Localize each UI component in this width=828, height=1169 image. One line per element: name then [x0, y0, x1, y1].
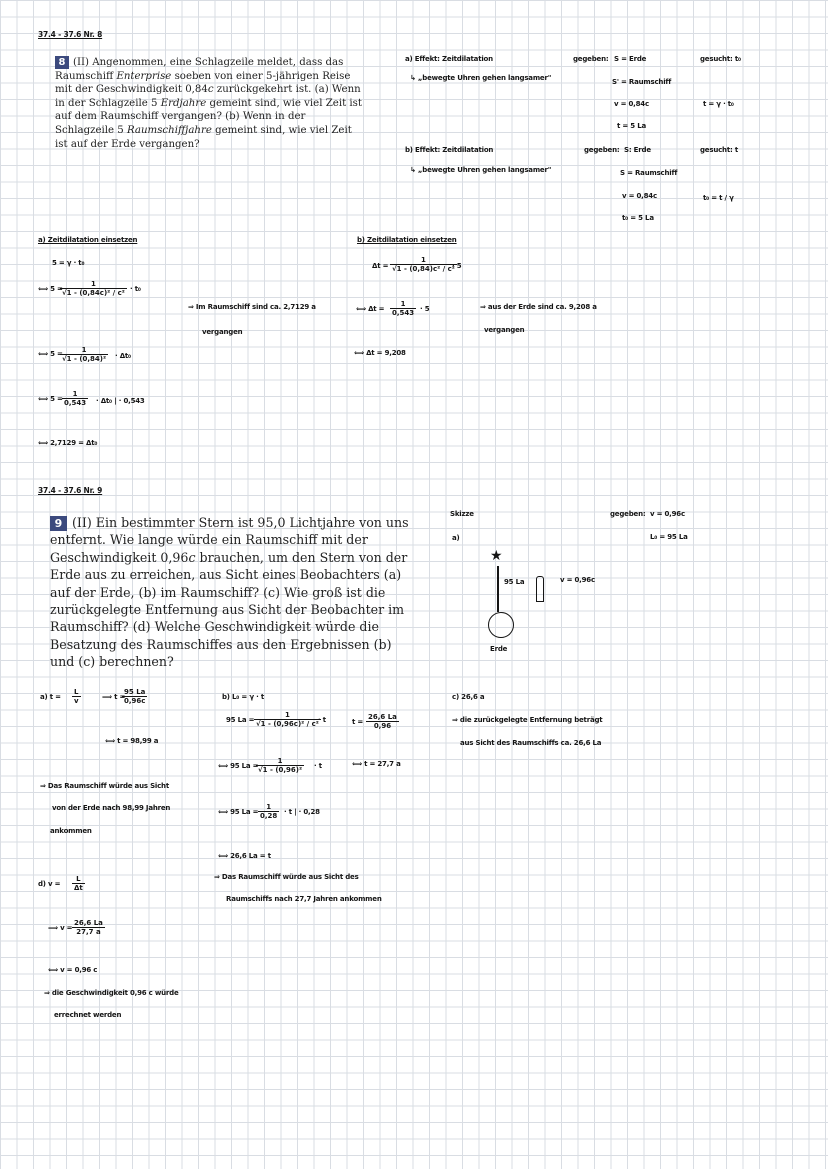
ex8-notes-b-arrow: ↳ „bewegte Uhren gehen langsamer"	[410, 166, 552, 174]
ex8-b-line1-fraction	[390, 256, 457, 273]
ex9-d-line2-den: 27,7 a	[76, 928, 101, 936]
ex8-a-line4-num: 1	[62, 390, 88, 399]
ex8-notes-a-gesucht: gesucht: t₀	[700, 55, 741, 63]
ex9-b-line2-den: √1 - (0,96c)² / c²	[256, 720, 319, 728]
distance-line	[497, 566, 499, 612]
ex9-d-line1-num: L	[72, 875, 85, 884]
ex8-a-line5: ⟺ 2,7129 = Δt₀	[38, 439, 98, 447]
ex8-a-title: a) Zeitdilatation einsetzen	[38, 236, 138, 244]
ex9-sketch-distance: 95 La	[504, 578, 525, 586]
ex9-b-result2: Raumschiffs nach 27,7 Jahren ankommen	[226, 895, 382, 903]
ex8-notes-a-gegeben: gegeben:	[573, 55, 609, 63]
ex8-text-mid3: gemeint sind, wie viel Zeit ist auf dem Raumschiff vergangen? (b) Wenn in der Schlagzeile 5	[55, 97, 362, 136]
ex8-a-line3-num: 1	[60, 346, 108, 355]
ex9-d-line1-pre: d) v =	[38, 880, 61, 888]
ex8-text-erdjahre: Erdjahre	[160, 97, 207, 109]
ex8-text-c: c	[207, 84, 214, 96]
ex9-text2: brauchen, um den Stern von der Erde aus zu erreichen, aus Sicht eines Beobachters (a) auf der Erde, (b) im Raumschiff? (c) Wie groß ist die zurückgelegte Entfernung aus Sicht der Beobachter im Raumschiff? (d) Welche Geschwindigkeit würde die Besatzung des Raumschiffes aus den Ergebnissen (b) und (c) berechnen?	[50, 549, 408, 670]
ex8-text-intro: (II) Angenommen, eine Schlagzeile meldet, dass das Raumschiff	[55, 57, 344, 82]
ex9-text-c: c	[188, 549, 196, 565]
ex9-a-line2-num: 95 La	[122, 688, 147, 697]
ex9-b-line2-pre: 95 La =	[226, 716, 255, 724]
ex8-b-line2-fraction	[390, 300, 416, 317]
ex8-notes-b-g4: t₀ = 5 La	[622, 214, 654, 222]
ex9-b-line2-post: · t	[318, 716, 326, 724]
ex8-b-line2-pre: ⟺ Δt =	[356, 305, 385, 313]
ex9-a-line1-den: v	[74, 697, 79, 705]
ex8-text-raumschiffjahre: Raumschiffjahre	[127, 124, 212, 136]
ex8-b-line1-pre: Δt =	[372, 262, 389, 270]
ex8-notes-a-g3: v = 0,84c	[614, 100, 649, 108]
ex8-b-line2-post: · 5	[420, 305, 430, 313]
star-icon: ★	[490, 548, 503, 564]
ex8-text-mid2: zurückgekehrt ist. (a) Wenn in der Schlagzeile 5	[55, 84, 361, 109]
ex9-b-line3-den: √1 - (0,96)²	[258, 766, 303, 774]
ex9-a-line2-pre: ⟹ t =	[102, 693, 126, 701]
ex8-number-badge: 8	[55, 56, 69, 69]
ex9-b-line1: b) L₀ = γ · t	[222, 693, 264, 701]
ex9-sketch-earth: Erde	[490, 645, 508, 653]
ex8-a-line4-fraction	[62, 390, 88, 407]
ex9-d-line2-fraction	[72, 919, 105, 936]
ex9-problem-text	[50, 514, 414, 671]
ex8-a-line3-den: √1 - (0,84)²	[62, 355, 107, 363]
ex9-b-side-den: 0,96	[373, 722, 392, 730]
ex9-b-line2-fraction	[254, 711, 321, 728]
ex9-d-line1-fraction	[72, 875, 85, 892]
ex8-a-line2-pre: ⟺ 5 =	[38, 285, 63, 293]
ex8-notes-b-title: b) Effekt: Zeitdilatation	[405, 146, 494, 154]
ex9-a-line1-fraction	[72, 688, 81, 705]
ex8-b-line2-den: 0,543	[392, 309, 415, 317]
ex8-a-line3-pre: ⟺ 5 =	[38, 350, 63, 358]
ex9-b-line4-num: 1	[258, 803, 279, 812]
ex9-d-line1-den: Δt	[74, 884, 83, 892]
ex8-problem-text	[55, 56, 362, 151]
ex9-b-line3-fraction	[256, 757, 304, 774]
ex9-a-result1: ⇒ Das Raumschiff würde aus Sicht	[40, 782, 169, 790]
ex9-b-line5: ⟺ 26,6 La = t	[218, 852, 271, 860]
ex8-notes-b-gesucht: gesucht: t	[700, 146, 738, 154]
ex9-gegeben-l: L₀ = 95 La	[650, 533, 688, 541]
ex9-a-result3: ankommen	[50, 827, 92, 835]
ex8-notes-a-gesucht-formula: t = γ · t₀	[703, 100, 734, 108]
ex9-d-line2-num: 26,6 La	[74, 919, 103, 927]
ex9-sketch-a: a)	[452, 534, 460, 542]
ex9-d-result1: ⇒ die Geschwindigkeit 0,96 c würde	[44, 989, 179, 997]
ex8-b-result2: vergangen	[484, 326, 525, 334]
ex9-a-result2: von der Erde nach 98,99 Jahren	[52, 804, 171, 812]
ex9-b-line3-num: 1	[256, 757, 304, 766]
ex9-a-line2-fraction	[122, 688, 147, 705]
ex8-a-line2-post: · t₀	[130, 285, 141, 293]
ex8-b-line2-num: 1	[390, 300, 416, 309]
ex8-b-result1: ⇒ aus der Erde sind ca. 9,208 a	[480, 303, 597, 311]
ex8-a-line3-post: · Δt₀	[115, 352, 131, 360]
ex8-notes-a-title: a) Effekt: Zeitdilatation	[405, 55, 493, 63]
ex9-a-line1-num: L	[72, 688, 81, 697]
ex9-c-line1: c) 26,6 a	[452, 693, 485, 701]
ex8-a-line3-fraction	[60, 346, 108, 363]
ex8-b-line1-post: · 5	[452, 262, 462, 270]
ex9-d-result2: errechnet werden	[54, 1011, 122, 1019]
ex8-text-end: gemeint sind, wie viel Zeit ist auf der Erde vergangen?	[55, 124, 352, 150]
ex9-b-result1: ⇒ Das Raumschiff würde aus Sicht des	[214, 873, 359, 881]
ex9-b-side-result: ⟺ t = 27,7 a	[352, 760, 401, 768]
ex9-b-line3-post: · t	[314, 762, 322, 770]
ex8-a-line4-pre: ⟺ 5 =	[38, 395, 63, 403]
ex8-text-mid1: soeben von einer 5-jährigen Reise mit der Geschwindigkeit 0,84	[55, 70, 351, 96]
ex9-b-line2-num: 1	[254, 711, 321, 720]
ex8-a-line2-fraction	[60, 280, 127, 297]
rocket-icon	[536, 576, 544, 602]
ex9-sketch-label: Skizze	[450, 510, 474, 518]
ex8-a-line4-den: 0,543	[64, 399, 87, 407]
ex8-notes-b-gesucht-formula: t₀ = t / γ	[703, 194, 734, 202]
ex9-b-line3-pre: ⟺ 95 La =	[218, 762, 259, 770]
ex8-a-result1: ⇒ Im Raumschiff sind ca. 2,7129 a	[188, 303, 316, 311]
ex8-text-enterprise: Enterprise	[116, 70, 172, 82]
ex8-b-line1-den: √1 - (0,84)c² / c²	[392, 265, 455, 273]
ex9-b-line4-pre: ⟺ 95 La =	[218, 808, 259, 816]
ex9-header: 37.4 - 37.6 Nr. 9	[38, 486, 103, 495]
ex9-c-result1: ⇒ die zurückgelegte Entfernung beträgt	[452, 716, 603, 724]
ex9-c-result2: aus Sicht des Raumschiffs ca. 26,6 La	[460, 739, 602, 747]
ex8-a-line2-den: √1 - (0,84c)² / c²	[62, 289, 125, 297]
ex8-a-line4-post: · Δt₀ | · 0,543	[96, 397, 145, 405]
ex8-notes-b-g1: S: Erde	[624, 146, 651, 154]
ex9-b-side-pre: t =	[352, 718, 364, 726]
earth-icon	[488, 612, 514, 638]
ex9-b-side-num: 26,6 La	[368, 713, 397, 721]
ex9-a-line2-den: 0,96c	[124, 697, 146, 705]
ex8-a-result2: vergangen	[202, 328, 243, 336]
ex9-a-line1-pre: a) t =	[40, 693, 61, 701]
ex9-b-side-fraction	[366, 713, 399, 730]
ex9-gegeben-label: gegeben:	[610, 510, 646, 518]
ex8-notes-b-g3: v = 0,84c	[622, 192, 657, 200]
ex8-header: 37.4 - 37.6 Nr. 8	[38, 30, 103, 39]
ex8-b-line3: ⟺ Δt = 9,208	[354, 349, 406, 357]
ex8-notes-b-gegeben: gegeben:	[584, 146, 620, 154]
ex8-a-line2-num: 1	[60, 280, 127, 289]
ex9-d-line3: ⟺ v = 0,96 c	[48, 966, 98, 974]
ex8-notes-a-g4: t = 5 La	[617, 122, 646, 130]
ex9-b-line4-fraction	[258, 803, 279, 820]
ex9-d-line2-pre: ⟹ v =	[48, 924, 73, 932]
ex8-notes-a-g1: S = Erde	[614, 55, 647, 63]
ex9-b-line4-post: · t | · 0,28	[284, 808, 320, 816]
ex8-notes-b-g2: S = Raumschiff	[620, 169, 678, 177]
ex8-b-line1-num: 1	[390, 256, 457, 265]
ex9-a-line3: ⟺ t = 98,99 a	[105, 737, 159, 745]
ex9-gegeben-v: v = 0,96c	[650, 510, 685, 518]
ex9-number-badge: 9	[50, 516, 67, 531]
ex9-text1: (II) Ein bestimmter Stern ist 95,0 Lichtjahre von uns entfernt. Wie lange würde ein Raumschiff mit der Geschwindigkeit 0,96	[50, 515, 409, 565]
ex9-sketch-velocity: v = 0,96c	[560, 576, 595, 584]
ex8-notes-a-g2: S' = Raumschiff	[612, 78, 672, 86]
ex8-b-title: b) Zeitdilatation einsetzen	[357, 236, 457, 244]
ex9-b-line4-den: 0,28	[260, 812, 278, 820]
ex8-a-line1: 5 = γ · t₀	[52, 259, 85, 267]
ex8-notes-a-arrow: ↳ „bewegte Uhren gehen langsamer"	[410, 74, 552, 82]
